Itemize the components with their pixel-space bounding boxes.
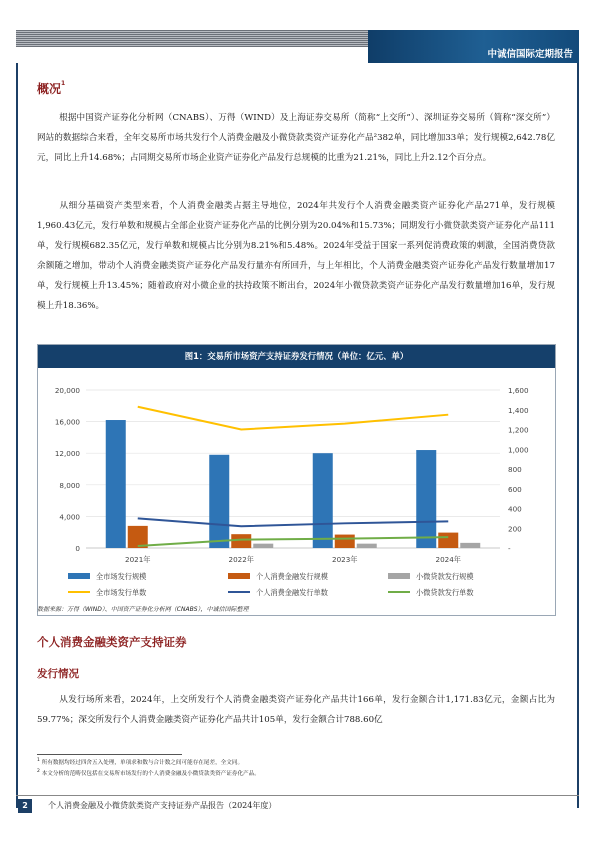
section-paragraph: 从发行场所来看，2024年，上交所发行个人消费金融类资产证券化产品共计166单，发行金额合计1,171.83亿元，金额占比为59.77%；深交所发行个人消费金融类资产证券化产品共计105单，发行金额合计788.60亿 — [37, 695, 555, 725]
y-tick-label: 16,000 — [54, 417, 80, 427]
chart-source: 数据来源：万得（WIND）、中国资产证券化分析网（CNABS），中诚信国际整理 — [37, 606, 249, 613]
frame-left-border — [16, 63, 18, 808]
y-tick-label: 8,000 — [59, 480, 80, 490]
bar — [231, 534, 251, 548]
y2-tick-label: 600 — [508, 484, 522, 494]
header-banner — [368, 30, 579, 63]
legend-swatch — [388, 573, 410, 579]
x-tick-label: 2024年 — [435, 555, 461, 564]
bar — [438, 533, 458, 548]
bar — [313, 453, 333, 548]
bar — [460, 543, 480, 548]
y2-tick-label: 1,200 — [508, 425, 529, 435]
chart-figure-1 — [37, 344, 556, 616]
legend-swatch — [228, 573, 250, 579]
footer-report-title: 个人消费金融及小微贷款类资产支持证券产品报告（2024年度） — [48, 801, 277, 810]
section-heading: 个人消费金融类资产支持证券 — [37, 635, 187, 649]
bar — [106, 420, 126, 548]
legend-label: 全市场发行规模 — [96, 572, 147, 581]
y2-tick-label: - — [508, 544, 511, 553]
bar — [357, 544, 377, 548]
x-tick-label: 2023年 — [332, 555, 358, 564]
overview-paragraph-1: 根据中国资产证券化分析网（CNABS）、万得（WIND）及上海证券交易所（简称“上交所”）、深圳证券交易所（简称“深交所”）网站的数据综合来看，全年交易所市场共发行个人消费金融及小微贷款类资产证券化产品²382单，同比增加33单；发行规模2,642.78亿元，同比上升14.68%；占同期交易所市场企业资产证券化产品发行总规模的比重为21.21%，同比上升2.12个百分点。 — [37, 113, 555, 163]
legend-label: 小微贷款发行单数 — [416, 588, 474, 597]
y-tick-label: 12,000 — [54, 449, 80, 459]
x-tick-label: 2022年 — [228, 555, 254, 564]
bar — [416, 450, 436, 548]
legend-label: 小微贷款发行规模 — [416, 572, 474, 581]
y2-tick-label: 400 — [508, 504, 522, 514]
legend-swatch — [68, 573, 90, 579]
y2-tick-label: 1,400 — [508, 405, 529, 415]
y-tick-label: 0 — [75, 544, 80, 553]
overview-paragraph-2: 从细分基础资产类型来看，个人消费金融类占据主导地位，2024年共发行个人消费金融类资产证券化产品271单，发行规模1,960.43亿元，发行单数和规模占全部企业资产证券化产品的比例分别为20.04%和15.73%；同期发行小微贷款类资产证券化产品111单，发行规模682.35亿元，发行单数和规模占比分别为8.21%和5.48%。2024年受益于国家一系列促消费政策的刺激，全国消费贷款余额随之增加，带动个人消费金融类资产证券化产品发行量亦有所回升，与上年相比，个人消费金融类资产证券化产品发行数量增加17单，发行规模上升13.45%；随着政府对小微企业的扶持政策不断出台，2024年小微贷款类资产证券化产品发行数量增加16单，发行规模上升18.36%。 — [37, 201, 555, 311]
frame-right-border — [577, 63, 579, 808]
overview-heading: 概况$^1$ — [37, 80, 66, 96]
series-line — [138, 518, 449, 526]
legend-label: 个人消费金融发行规模 — [256, 572, 328, 581]
chart-title: 图1：交易所市场资产支持证券发行情况（单位：亿元、单） — [38, 345, 555, 368]
series-line — [138, 407, 449, 430]
header-band — [16, 30, 579, 63]
y2-tick-label: 800 — [508, 465, 522, 474]
y2-tick-label: 1,600 — [508, 386, 529, 395]
report-series-title: 中诚信国际定期报告 — [487, 49, 573, 60]
bar — [253, 544, 273, 548]
section-subheading: 发行情况 — [37, 668, 79, 680]
y2-tick-label: 200 — [508, 524, 522, 534]
footnote-1: $^1$ 所有数据均经过四舍五入处理，单项求和数与合计数之间可能存在尾差，全文同。 — [37, 758, 244, 766]
y2-tick-label: 1,000 — [508, 445, 529, 455]
bar — [335, 535, 355, 548]
chart-plot — [38, 368, 555, 604]
footnote-2: $^2$ 本文分析的范畴仅包括在交易所市场发行的个人消费金融及小微贷款类资产证券化产品。 — [37, 769, 260, 777]
footer-rule — [16, 795, 579, 796]
y-tick-label: 20,000 — [54, 386, 80, 395]
x-tick-label: 2021年 — [125, 555, 151, 564]
legend-label: 全市场发行单数 — [96, 588, 147, 597]
y-tick-label: 4,000 — [59, 512, 80, 522]
bar — [209, 455, 229, 548]
series-line — [138, 537, 449, 546]
legend-label: 个人消费金融发行单数 — [256, 588, 328, 597]
footnote-rule — [37, 754, 182, 755]
page-number: 2 — [18, 799, 32, 813]
